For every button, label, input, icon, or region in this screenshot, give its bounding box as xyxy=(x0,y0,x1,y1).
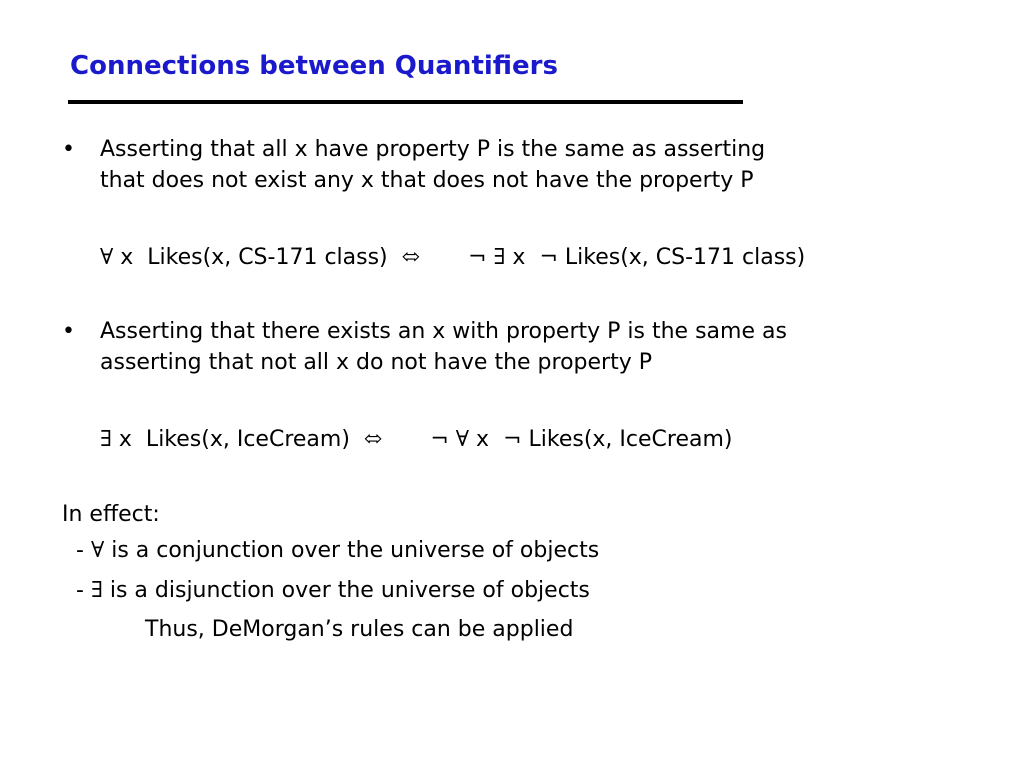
equivalence-symbol: ⬄ xyxy=(363,427,383,452)
in-effect-item-2 xyxy=(76,576,590,606)
dash: - xyxy=(76,578,91,603)
exists-symbol: ∃ xyxy=(493,245,506,270)
forall-symbol: ∀ xyxy=(100,245,114,270)
dash: - xyxy=(76,538,91,563)
forall-symbol: ∀ xyxy=(90,538,105,563)
exists-symbol: ∃ xyxy=(100,427,112,452)
formula-2-rhs-x: x xyxy=(469,427,504,452)
bullet-1-line-2: that does not exist any x that does not have the property P xyxy=(100,168,754,193)
formula-1 xyxy=(100,243,805,273)
equivalence-symbol: ⬄ xyxy=(401,245,421,270)
formula-1-rhs: Likes(x, CS-171 class) xyxy=(557,245,806,270)
formula-1-lhs: x Likes(x, CS-171 class) xyxy=(113,245,402,270)
bullet-2-line-1: Asserting that there exists an x with property P is the same as xyxy=(100,319,787,344)
in-effect-item-2-text: is a disjunction over the universe of objects xyxy=(102,578,590,603)
title-underline xyxy=(68,100,743,104)
bullet-marker: • xyxy=(62,137,75,162)
negation-symbol: ¬ xyxy=(468,245,487,270)
exists-symbol: ∃ xyxy=(90,578,103,603)
formula-2-rhs: Likes(x, IceCream) xyxy=(521,427,733,452)
formula-2-lhs: x Likes(x, IceCream) xyxy=(111,427,364,452)
bullet-2-line-2: asserting that not all x do not have the property P xyxy=(100,350,652,375)
bullet-1-line-1: Asserting that all x have property P is the same as asserting xyxy=(100,137,766,162)
formula-1-rhs-x: x xyxy=(505,245,540,270)
negation-symbol: ¬ xyxy=(430,427,449,452)
forall-symbol: ∀ xyxy=(455,427,470,452)
negation-symbol: ¬ xyxy=(503,427,522,452)
in-effect-item-1-text: is a conjunction over the universe of objects xyxy=(104,538,600,563)
formula-2 xyxy=(100,425,732,455)
bullet-marker: • xyxy=(62,319,75,344)
in-effect-heading: In effect: xyxy=(62,502,160,527)
slide-title: Connections between Quantifiers xyxy=(70,51,558,81)
in-effect-item-1 xyxy=(76,536,599,566)
negation-symbol: ¬ xyxy=(539,245,558,270)
conclusion-text: Thus, DeMorgan’s rules can be applied xyxy=(145,617,574,642)
